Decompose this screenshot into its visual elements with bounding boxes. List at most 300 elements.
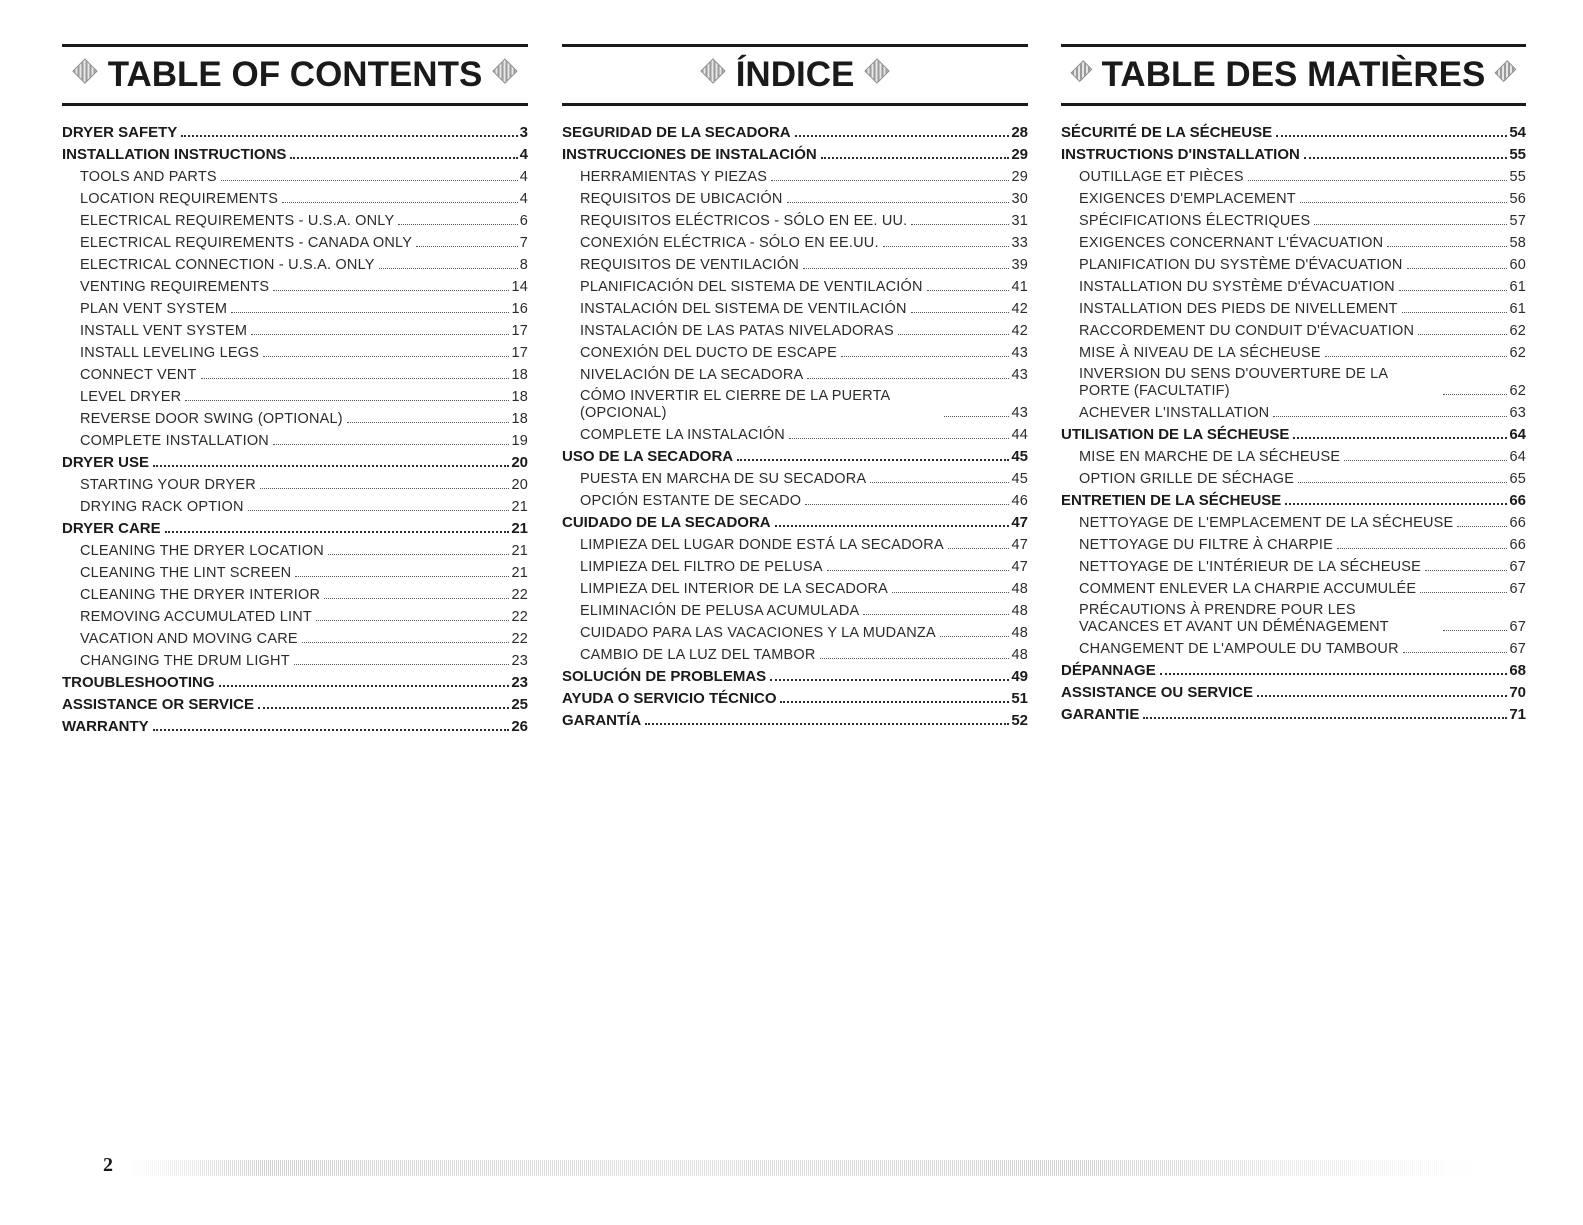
dot-leader [870,482,1009,483]
toc-entry-label: ASSISTANCE OR SERVICE [62,696,254,714]
toc-subsection-entry [62,604,528,626]
toc-entry-page: 56 [1509,190,1526,207]
dot-leader [780,701,1009,703]
toc-entry-page: 42 [1011,322,1028,339]
toc-entry-page: 48 [1011,580,1028,597]
toc-entry-page: 44 [1011,426,1028,443]
toc-subsection-entry [62,582,528,604]
toc-entry-label: OUTILLAGE ET PIÈCES [1079,168,1244,185]
toc-subsection-entry [62,560,528,582]
toc-entry-page: 17 [511,344,528,361]
toc-section-entry [1061,680,1526,702]
toc-column-french [1061,44,1526,724]
toc-subsection-entry [1061,444,1526,466]
toc-entry-label: MISE À NIVEAU DE LA SÉCHEUSE [1079,344,1321,361]
toc-section-entry [562,664,1028,686]
toc-entry-label: UTILISATION DE LA SÉCHEUSE [1061,426,1290,444]
dot-leader [911,312,1010,313]
toc-subsection-entry [1061,230,1526,252]
toc-entry-label: DRYING RACK OPTION [80,498,244,515]
toc-entry-page: 30 [1011,190,1028,207]
toc-entry-label: INVERSION DU SENS D'OUVERTURE DE LA PORTE (FACULTATIF) [1079,365,1388,399]
dot-leader [944,416,1009,417]
dot-leader [398,224,517,225]
toc-entry-page: 42 [1011,300,1028,317]
toc-column-english [62,44,528,736]
dot-leader [316,620,510,621]
toc-entry-label: DÉPANNAGE [1061,662,1156,680]
dot-leader [181,135,517,137]
toc-entry-page: 31 [1011,212,1028,229]
toc-entry-page: 21 [511,542,528,559]
dot-leader [260,488,510,489]
toc-entry-label: SÉCURITÉ DE LA SÉCHEUSE [1061,124,1273,142]
toc-entry-page: 62 [1509,382,1526,399]
dot-leader [201,378,510,379]
toc-subsection-entry [1061,164,1526,186]
toc-entry-label: CLEANING THE DRYER LOCATION [80,542,324,559]
toc-entry-page: 70 [1509,684,1526,702]
toc-entry-page: 22 [511,608,528,625]
toc-section-entry [562,120,1028,142]
toc-entry-page: 62 [1509,344,1526,361]
toc-subsection-entry [1061,186,1526,208]
toc-subsection-entry [1061,532,1526,554]
toc-entry-page: 21 [511,520,528,538]
toc-entry-label: INSTRUCTIONS D'INSTALLATION [1061,146,1300,164]
dot-leader [185,400,509,401]
toc-section-entry [1061,422,1526,444]
dot-leader [282,202,518,203]
dot-leader [927,290,1010,291]
toc-entry-page: 71 [1509,706,1526,724]
toc-entry-page: 19 [511,432,528,449]
toc-subsection-entry [62,164,528,186]
toc-entry-page: 41 [1011,278,1028,295]
dot-leader [416,246,518,247]
toc-section-entry [62,670,528,692]
diamond-icon [72,58,97,83]
toc-entry-label: PLANIFICACIÓN DEL SISTEMA DE VENTILACIÓN [580,278,923,295]
toc-entry-label: GARANTIE [1061,706,1140,724]
toc-subsection-entry [62,274,528,296]
toc-subsection-entry [562,620,1028,642]
toc-subsection-entry [562,576,1028,598]
dot-leader [248,510,510,511]
toc-entry-label: REVERSE DOOR SWING (OPTIONAL) [80,410,343,427]
dot-leader [820,658,1010,659]
dot-leader [841,356,1009,357]
toc-subsection-entry [62,626,528,648]
dot-leader [273,290,509,291]
toc-entry-page: 39 [1011,256,1028,273]
dot-leader [295,576,509,577]
toc-section-entry [1061,120,1526,142]
toc-subsection-entry [1061,510,1526,532]
toc-entry-label: SPÉCIFICATIONS ÉLECTRIQUES [1079,212,1311,229]
toc-title-bar [562,44,1028,106]
toc-entry-page: 66 [1509,536,1526,553]
toc-entry-label: INSTALLATION DU SYSTÈME D'ÉVACUATION [1079,278,1395,295]
toc-title-bar [62,44,528,106]
dot-leader [1425,570,1507,571]
page-number: 2 [103,1154,113,1176]
toc-subsection-entry [562,230,1028,252]
toc-entry-page: 43 [1011,404,1028,421]
toc-entry-label: DRYER USE [62,454,149,472]
dot-leader [1276,135,1507,137]
dot-leader [153,465,509,467]
toc-entry-label: SOLUCIÓN DE PROBLEMAS [562,668,767,686]
toc-entry-page: 45 [1011,448,1028,466]
toc-entry-page: 4 [519,190,528,207]
toc-subsection-entry [1061,252,1526,274]
toc-entry-page: 52 [1011,712,1028,730]
toc-subsection-entry [1061,208,1526,230]
toc-entry-label: SEGURIDAD DE LA SECADORA [562,124,791,142]
dot-leader [940,636,1010,637]
toc-entry-label: CHANGEMENT DE L'AMPOULE DU TAMBOUR [1079,640,1399,657]
diamond-icon [865,58,890,83]
toc-entry-page: 46 [1011,492,1028,509]
toc-subsection-entry [562,422,1028,444]
dot-leader [1285,503,1507,505]
toc-entry-page: 55 [1509,146,1526,164]
dot-leader [1314,224,1507,225]
toc-subsection-entry [562,466,1028,488]
toc-entry-label: CHANGING THE DRUM LIGHT [80,652,290,669]
toc-entry-page: 66 [1509,492,1526,510]
dot-leader [1293,437,1507,439]
toc-entry-page: 18 [511,410,528,427]
toc-entry-label: WARRANTY [62,718,149,736]
toc-entry-page: 45 [1011,470,1028,487]
toc-entry-page: 48 [1011,646,1028,663]
toc-entry-label: OPCIÓN ESTANTE DE SECADO [580,492,802,509]
toc-entry-label: LIMPIEZA DEL LUGAR DONDE ESTÁ LA SECADORA [580,536,944,553]
toc-entry-label: RACCORDEMENT DU CONDUIT D'ÉVACUATION [1079,322,1415,339]
toc-entries [562,120,1028,730]
dot-leader [347,422,510,423]
toc-title: ÍNDICE [735,55,855,94]
toc-subsection-entry [62,648,528,670]
toc-section-entry [562,510,1028,532]
dot-leader [911,224,1009,225]
dot-leader [771,180,1009,181]
toc-entry-page: 6 [519,212,528,229]
dot-leader [1402,312,1508,313]
toc-subsection-entry [1061,598,1526,636]
dot-leader [1407,268,1508,269]
toc-subsection-entry [562,252,1028,274]
toc-entry-page: 22 [511,630,528,647]
toc-subsection-entry [62,252,528,274]
toc-entry-label: PUESTA EN MARCHA DE SU SECADORA [580,470,867,487]
toc-subsection-entry [1061,274,1526,296]
toc-entry-label: REQUISITOS DE UBICACIÓN [580,190,783,207]
toc-entry-label: INSTRUCCIONES DE INSTALACIÓN [562,146,817,164]
toc-subsection-entry [1061,576,1526,598]
dot-leader [645,723,1009,725]
toc-entry-page: 18 [511,366,528,383]
dot-leader [1143,717,1507,719]
toc-subsection-entry [62,208,528,230]
toc-entry-label: REMOVING ACCUMULATED LINT [80,608,312,625]
dot-leader [263,356,509,357]
toc-entry-page: 60 [1509,256,1526,273]
toc-section-entry [562,686,1028,708]
toc-entry-label: GARANTÍA [562,712,642,730]
toc-entry-label: ELECTRICAL REQUIREMENTS - CANADA ONLY [80,234,413,251]
toc-subsection-entry [562,642,1028,664]
toc-section-entry [1061,142,1526,164]
dot-leader [1337,548,1508,549]
toc-entry-page: 51 [1011,690,1028,708]
toc-subsection-entry [562,296,1028,318]
diamond-icon [700,58,725,83]
toc-section-entry [62,450,528,472]
toc-entry-label: ENTRETIEN DE LA SÉCHEUSE [1061,492,1282,510]
toc-entry-page: 66 [1509,514,1526,531]
toc-entries [1061,120,1526,724]
toc-entry-page: 43 [1011,344,1028,361]
toc-subsection-entry [1061,466,1526,488]
toc-subsection-entry [62,472,528,494]
toc-entry-label: CONNECT VENT [80,366,197,383]
dot-leader [795,135,1010,137]
toc-entry-label: CLEANING THE LINT SCREEN [80,564,292,581]
toc-entry-page: 29 [1011,168,1028,185]
toc-subsection-entry [62,428,528,450]
toc-section-entry [562,708,1028,730]
dot-leader [1248,180,1508,181]
toc-entry-page: 4 [519,168,528,185]
toc-entry-label: OPTION GRILLE DE SÉCHAGE [1079,470,1295,487]
toc-entry-label: INSTALL LEVELING LEGS [80,344,260,361]
dot-leader [737,459,1009,461]
toc-entry-label: INSTALL VENT SYSTEM [80,322,248,339]
dot-leader [807,378,1009,379]
dot-leader [273,444,509,445]
toc-section-entry [1061,488,1526,510]
dot-leader [294,664,510,665]
toc-entry-label: PLAN VENT SYSTEM [80,300,228,317]
toc-entry-page: 64 [1509,426,1526,444]
toc-entry-label: REQUISITOS ELÉCTRICOS - SÓLO EN EE. UU. [580,212,908,229]
toc-entry-page: 67 [1509,558,1526,575]
toc-entry-page: 47 [1011,558,1028,575]
dot-leader [827,570,1010,571]
toc-entry-label: LEVEL DRYER [80,388,182,405]
toc-subsection-entry [562,340,1028,362]
dot-leader [898,334,1010,335]
toc-subsection-entry [562,362,1028,384]
dot-leader [1418,334,1507,335]
toc-entry-page: 58 [1509,234,1526,251]
dot-leader [805,504,1009,505]
toc-section-entry [62,142,528,164]
toc-subsection-entry [562,554,1028,576]
toc-entry-page: 63 [1509,404,1526,421]
dot-leader [1325,356,1508,357]
toc-subsection-entry [62,406,528,428]
toc-entry-label: CUIDADO PARA LAS VACACIONES Y LA MUDANZA [580,624,936,641]
toc-entry-page: 22 [511,586,528,603]
toc-subsection-entry [1061,296,1526,318]
dot-leader [1344,460,1507,461]
toc-entry-label: VACATION AND MOVING CARE [80,630,298,647]
toc-entry-label: CAMBIO DE LA LUZ DEL TAMBOR [580,646,816,663]
toc-entry-label: PRÉCAUTIONS À PRENDRE POUR LES VACANCES ET AVANT UN DÉMÉNAGEMENT [1079,601,1389,635]
toc-entry-page: 33 [1011,234,1028,251]
dot-leader [892,592,1009,593]
dot-leader [775,525,1010,527]
dot-leader [1160,673,1508,675]
toc-subsection-entry [562,274,1028,296]
toc-subsection-entry [562,208,1028,230]
dot-leader [1387,246,1507,247]
toc-entry-page: 26 [511,718,528,736]
toc-entry-label: CONEXIÓN DEL DUCTO DE ESCAPE [580,344,837,361]
toc-entry-page: 65 [1509,470,1526,487]
toc-subsection-entry [62,230,528,252]
toc-entry-label: COMMENT ENLEVER LA CHARPIE ACCUMULÉE [1079,580,1417,597]
toc-entry-page: 25 [511,696,528,714]
toc-entry-label: CÓMO INVERTIR EL CIERRE DE LA PUERTA (OPCIONAL) [580,387,890,421]
toc-entry-page: 61 [1509,300,1526,317]
toc-entry-page: 62 [1509,322,1526,339]
toc-entry-label: AYUDA O SERVICIO TÉCNICO [562,690,777,708]
toc-entries [62,120,528,736]
dot-leader [1399,290,1508,291]
toc-entry-label: COMPLETE LA INSTALACIÓN [580,426,785,443]
toc-subsection-entry [62,318,528,340]
toc-entry-label: LIMPIEZA DEL FILTRO DE PELUSA [580,558,823,575]
toc-entry-label: REQUISITOS DE VENTILACIÓN [580,256,800,273]
toc-subsection-entry [62,296,528,318]
toc-entry-page: 16 [511,300,528,317]
dot-leader [302,642,510,643]
dot-leader [1257,695,1507,697]
dot-leader [1443,394,1507,395]
toc-entry-page: 23 [511,652,528,669]
toc-entry-label: ELECTRICAL REQUIREMENTS - U.S.A. ONLY [80,212,395,229]
toc-entry-label: NIVELACIÓN DE LA SECADORA [580,366,804,383]
dot-leader [1304,157,1507,159]
toc-subsection-entry [1061,554,1526,576]
dot-leader [328,554,510,555]
toc-subsection-entry [1061,636,1526,658]
dot-leader [1298,482,1507,483]
toc-entry-page: 18 [511,388,528,405]
toc-entry-label: LOCATION REQUIREMENTS [80,190,279,207]
toc-entry-page: 68 [1509,662,1526,680]
toc-entry-page: 64 [1509,448,1526,465]
toc-entry-page: 61 [1509,278,1526,295]
toc-entry-page: 21 [511,564,528,581]
toc-subsection-entry [562,598,1028,620]
toc-entry-page: 43 [1011,366,1028,383]
dot-leader [770,679,1009,681]
toc-title-bar [1061,44,1526,106]
toc-entry-label: DRYER CARE [62,520,161,538]
toc-entry-label: LIMPIEZA DEL INTERIOR DE LA SECADORA [580,580,889,597]
toc-entry-label: INSTALLATION INSTRUCTIONS [62,146,287,164]
toc-entry-page: 14 [511,278,528,295]
toc-subsection-entry [562,488,1028,510]
dot-leader [165,531,510,533]
toc-subsection-entry [62,186,528,208]
dot-leader [1457,526,1507,527]
toc-subsection-entry [62,538,528,560]
toc-section-entry [562,142,1028,164]
toc-entry-label: INSTALACIÓN DEL SISTEMA DE VENTILACIÓN [580,300,907,317]
toc-section-entry [62,516,528,538]
toc-entry-page: 67 [1509,640,1526,657]
toc-subsection-entry [1061,400,1526,422]
dot-leader [1300,202,1508,203]
toc-entry-label: INSTALACIÓN DE LAS PATAS NIVELADORAS [580,322,894,339]
toc-entry-page: 47 [1011,536,1028,553]
toc-entry-page: 4 [519,146,528,164]
toc-entry-page: 48 [1011,602,1028,619]
toc-entry-label: HERRAMIENTAS Y PIEZAS [580,168,768,185]
dot-leader [787,202,1010,203]
toc-entry-label: CONEXIÓN ELÉCTRICA - SÓLO EN EE.UU. [580,234,879,251]
toc-entry-label: ELECTRICAL CONNECTION - U.S.A. ONLY [80,256,375,273]
dot-leader [883,246,1010,247]
toc-entry-label: CLEANING THE DRYER INTERIOR [80,586,321,603]
toc-subsection-entry [1061,340,1526,362]
toc-entry-label: INSTALLATION DES PIEDS DE NIVELLEMENT [1079,300,1398,317]
toc-subsection-entry [1061,362,1526,400]
toc-subsection-entry [562,164,1028,186]
diamond-icon [493,58,518,83]
toc-section-entry [1061,702,1526,724]
toc-entry-label: NETTOYAGE DE L'INTÉRIEUR DE LA SÉCHEUSE [1079,558,1422,575]
dot-leader [1420,592,1507,593]
dot-leader [1273,416,1507,417]
toc-entry-page: 55 [1509,168,1526,185]
toc-subsection-entry [62,384,528,406]
toc-section-entry [62,714,528,736]
diamond-icon [1495,60,1517,82]
toc-entry-label: NETTOYAGE DE L'EMPLACEMENT DE LA SÉCHEUSE [1079,514,1454,531]
toc-entry-page: 23 [511,674,528,692]
toc-entry-label: VENTING REQUIREMENTS [80,278,270,295]
toc-column-spanish [562,44,1028,730]
toc-entry-page: 28 [1011,124,1028,142]
toc-title: TABLE OF CONTENTS [107,55,483,94]
dot-leader [251,334,509,335]
toc-entry-label: TOOLS AND PARTS [80,168,217,185]
toc-entry-label: DRYER SAFETY [62,124,178,142]
dot-leader [219,685,510,687]
toc-title: TABLE DES MATIÈRES [1101,55,1486,94]
dot-leader [153,729,510,731]
toc-subsection-entry [562,318,1028,340]
dot-leader [379,268,518,269]
toc-subsection-entry [562,186,1028,208]
toc-subsection-entry [562,532,1028,554]
toc-entry-label: EXIGENCES D'EMPLACEMENT [1079,190,1296,207]
dot-leader [324,598,509,599]
toc-subsection-entry [562,384,1028,422]
toc-entry-label: ELIMINACIÓN DE PELUSA ACUMULADA [580,602,860,619]
toc-section-entry [62,692,528,714]
toc-entry-page: 29 [1011,146,1028,164]
toc-entry-page: 57 [1509,212,1526,229]
